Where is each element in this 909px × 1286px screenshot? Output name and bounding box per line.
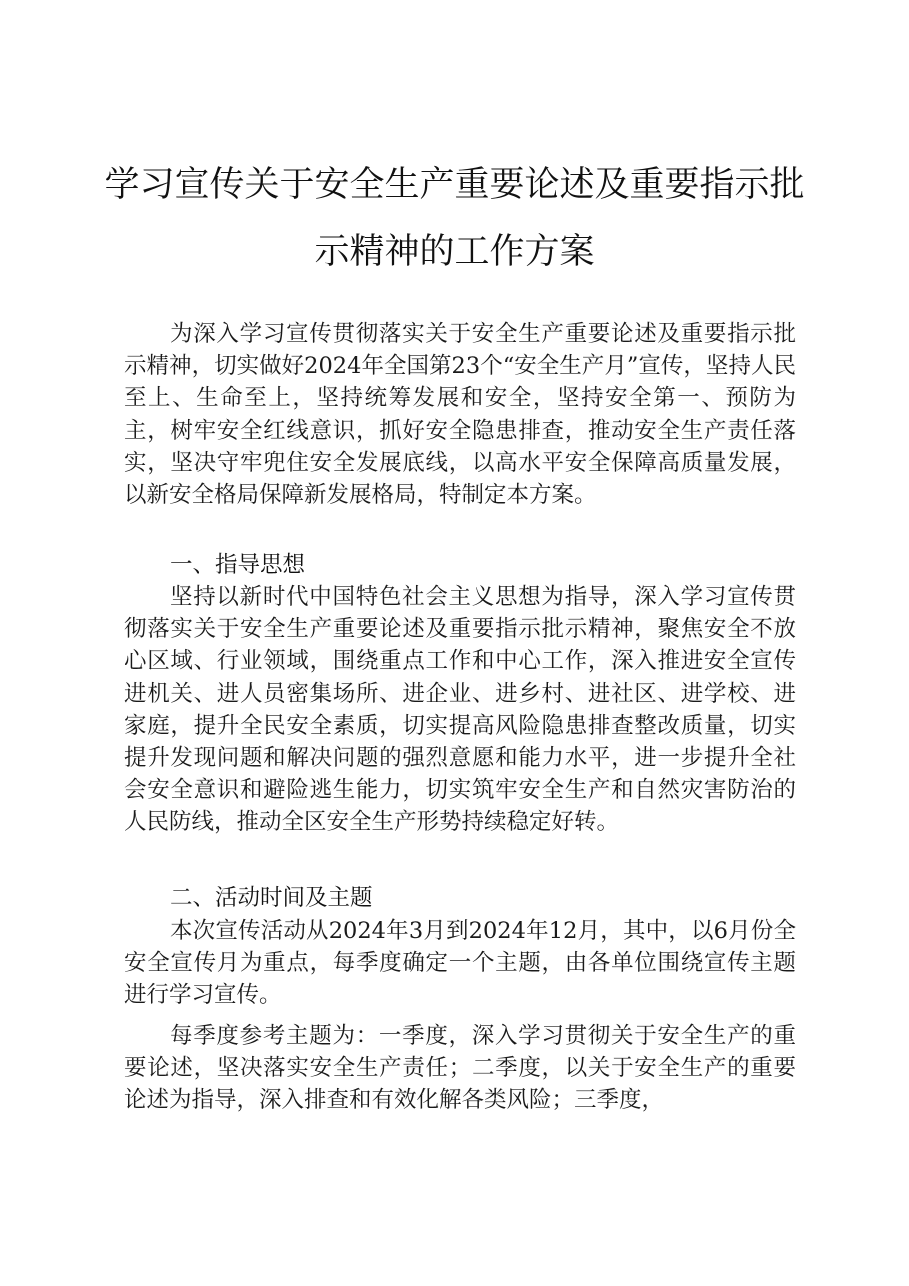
document-title-line-2: 示精神的工作方案 — [314, 232, 595, 272]
section-1-paragraph: 坚持以新时代中国特色社会主义思想为指导，深入学习宣传贯彻落实关于安全生产重要论述及重要指示批示精神，聚焦安全不放心区域、行业领域，围绕重点工作和中心工作，深入推进安全宣传进机关、进人员密集场所、进企业、进乡村、进社区、进学校、进家庭，提升全民安全素质，切实提高风险隐患排查整改质量，切实提升发现问题和解决问题的强烈意愿和能力水平，进一步提升全社会安全意识和避险逃生能力，切实筑牢安全生产和自然灾害防治的人民防线，推动全区安全生产形势持续稳定好转。 — [124, 584, 796, 836]
document-title-line-1: 学习宣传关于安全生产重要论述及重要指示批 — [104, 165, 805, 205]
intro-paragraph: 为深入学习宣传贯彻落实关于安全生产重要论述及重要指示批示精神，切实做好2024年全国第23个“安全生产月”宣传，坚持人民至上、生命至上，坚持统筹发展和安全，坚持安全第一、预防为主，树牢安全红线意识，抓好安全隐患排查，推动安全生产责任落实，坚决守牢兜住安全发展底线，以高水平安全保障高质量发展，以新安全格局保障新发展格局，特制定本方案。 — [124, 321, 796, 509]
section-2-paragraph-2: 每季度参考主题为：一季度，深入学习贯彻关于安全生产的重要论述，坚决落实安全生产责任；二季度，以关于安全生产的重要论述为指导，深入排查和有效化解各类风险；三季度， — [124, 1023, 796, 1114]
section-2-heading: 二、活动时间及主题 — [170, 885, 373, 911]
section-2-paragraph-1: 本次宣传活动从2024年3月到2024年12月，其中，以6月份全安全宣传月为重点，每季度确定一个主题，由各单位围绕宣传主题进行学习宣传。 — [124, 918, 796, 1009]
section-1-heading: 一、指导思想 — [170, 552, 306, 578]
